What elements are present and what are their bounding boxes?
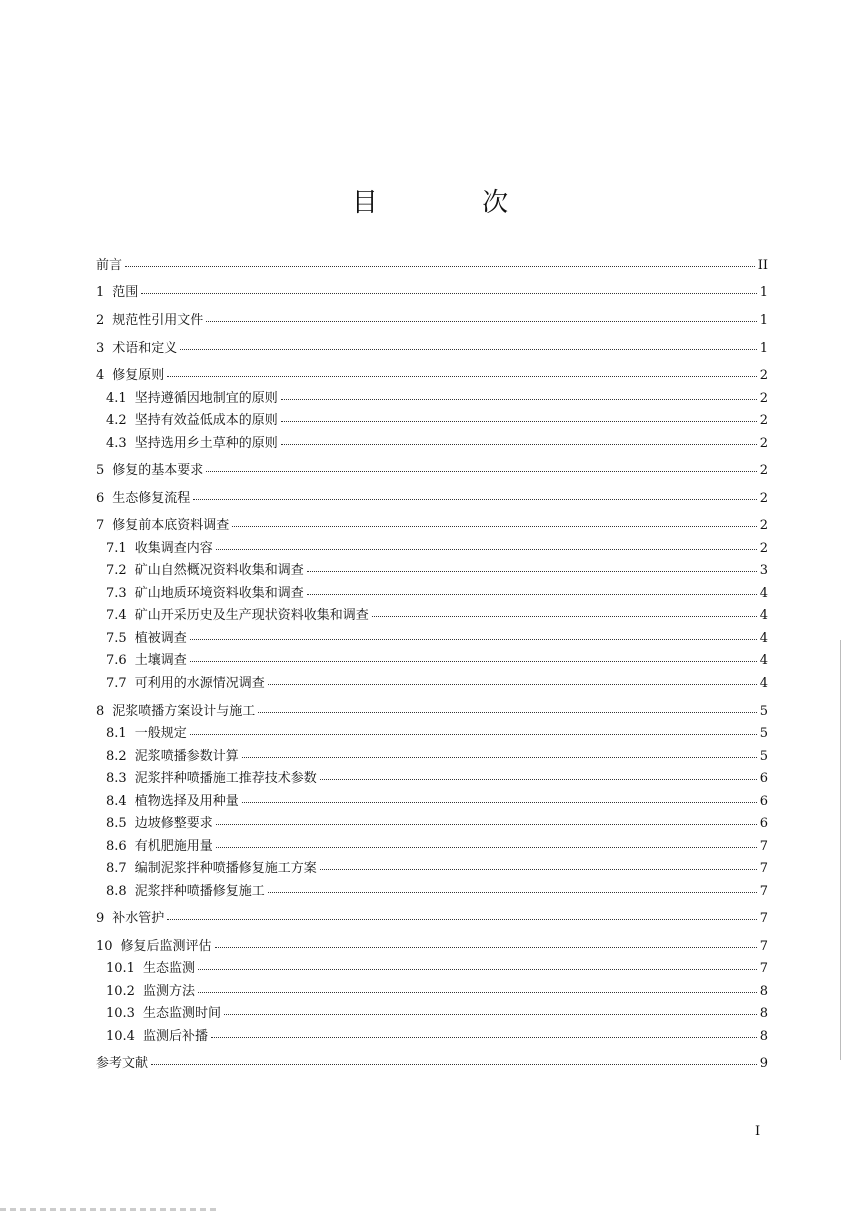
toc-entry-title: 土壤调查 (134, 653, 187, 668)
toc-entry-page: 2 (759, 491, 768, 506)
toc-entry-page: 2 (759, 391, 768, 406)
toc-entry-title: 收集调查内容 (134, 541, 213, 556)
toc-entry-page: 8 (759, 1029, 768, 1044)
toc-entry-page: 1 (759, 285, 768, 300)
toc-entry[interactable] (96, 342, 768, 356)
toc-entry-number: 4.1 (106, 391, 127, 406)
toc-leader-dots (307, 570, 757, 572)
toc-entry-page: 4 (759, 631, 768, 646)
toc-entry-number: 10.1 (106, 961, 135, 976)
toc-entry-title: 坚持遵循因地制宜的原则 (134, 391, 278, 406)
toc-leader-dots (307, 593, 757, 595)
toc-entry-page: 4 (759, 586, 768, 601)
toc-entry-page: 2 (759, 463, 768, 478)
toc-entry-title: 边坡修整要求 (134, 816, 213, 831)
toc-entry[interactable] (96, 519, 768, 533)
toc-leader-dots (141, 292, 756, 294)
toc-entry-page: 2 (759, 518, 768, 533)
toc-entry-page: 7 (759, 939, 768, 954)
toc-leader-dots (211, 1036, 757, 1038)
toc-entry[interactable] (96, 286, 768, 300)
toc-entry-title: 修复的基本要求 (112, 463, 204, 478)
toc-entry-page: 8 (759, 984, 768, 999)
toc-entry-title: 泥浆拌种喷播施工推荐技术参数 (134, 771, 317, 786)
toc-entry-page: 8 (759, 1006, 768, 1021)
toc-entry-title: 泥浆拌种喷播修复施工 (134, 884, 265, 899)
toc-entry[interactable] (96, 414, 768, 428)
toc-entry-page: 7 (759, 911, 768, 926)
toc-title: 目 次 (351, 188, 557, 218)
toc-entry-title: 泥浆喷播参数计算 (134, 749, 239, 764)
toc-entry-title: 前言 (96, 258, 123, 273)
toc-entry-number: 4 (96, 368, 105, 383)
toc-entry-number: 8.3 (106, 771, 127, 786)
toc-leader-dots (193, 498, 756, 500)
page-number: I (755, 1124, 761, 1139)
toc-leader-dots (232, 525, 756, 527)
toc-entry[interactable] (96, 1007, 768, 1021)
toc-entry[interactable] (96, 862, 768, 876)
toc-entry-number: 7.6 (106, 653, 127, 668)
toc-entry-title: 植物选择及用种量 (134, 794, 239, 809)
toc-entry-page: 6 (759, 771, 768, 786)
toc-entry-page: 5 (759, 704, 768, 719)
toc-entry-page: 7 (759, 839, 768, 854)
toc-leader-dots (198, 968, 757, 970)
toc-entry-title: 泥浆喷播方案设计与施工 (112, 704, 256, 719)
toc-entry-title: 生态修复流程 (112, 491, 191, 506)
toc-entry-number: 10 (96, 939, 113, 954)
toc-entry-page: 5 (759, 749, 768, 764)
toc-entry-number: 8 (96, 704, 105, 719)
toc-leader-dots (216, 846, 757, 848)
toc-entry[interactable] (96, 817, 768, 831)
toc-entry-number: 7.1 (106, 541, 127, 556)
toc-leader-dots (281, 398, 757, 400)
toc-leader-dots (268, 891, 757, 893)
toc-entry-number: 7.2 (106, 563, 127, 578)
toc-entry[interactable] (96, 564, 768, 578)
toc-entry-title: 编制泥浆拌种喷播修复施工方案 (134, 861, 317, 876)
toc-leader-dots (281, 443, 757, 445)
toc-entry-number: 3 (96, 341, 105, 356)
toc-entry[interactable] (96, 940, 768, 954)
toc-entry-title: 可利用的水源情况调查 (134, 676, 265, 691)
toc-leader-dots (258, 711, 756, 713)
toc-entry-title: 规范性引用文件 (112, 313, 204, 328)
toc-entry-page: 7 (759, 861, 768, 876)
toc-entry[interactable] (96, 985, 768, 999)
toc-entry-page: 6 (759, 794, 768, 809)
toc-entry-title: 监测后补播 (142, 1029, 208, 1044)
toc-entry-number: 7.4 (106, 608, 127, 623)
toc-entry[interactable] (96, 1030, 768, 1044)
toc-entry[interactable] (96, 632, 768, 646)
toc-leader-dots (151, 1063, 757, 1065)
toc-entry-title: 一般规定 (134, 726, 187, 741)
toc-entry-page: 4 (759, 608, 768, 623)
toc-entry-title: 监测方法 (142, 984, 195, 999)
toc-entry-title: 生态监测 (142, 961, 195, 976)
toc-entry-page: 4 (759, 676, 768, 691)
toc-entry-page: 6 (759, 816, 768, 831)
toc-leader-dots (190, 733, 757, 735)
toc-entry[interactable] (96, 962, 768, 976)
toc-entry-number: 2 (96, 313, 105, 328)
toc-entry-page: 7 (759, 961, 768, 976)
toc-leader-dots (190, 660, 757, 662)
toc-entry[interactable] (96, 750, 768, 764)
toc-entry-title: 术语和定义 (112, 341, 178, 356)
toc-entry[interactable] (96, 314, 768, 328)
toc-entry-page: 2 (759, 413, 768, 428)
toc-entry[interactable] (96, 437, 768, 451)
toc-entry-page: 3 (759, 563, 768, 578)
toc-leader-dots (281, 420, 757, 422)
toc-entry-title: 修复后监测评估 (120, 939, 212, 954)
toc-entry[interactable] (96, 795, 768, 809)
toc-entry-title: 矿山自然概况资料收集和调查 (134, 563, 304, 578)
toc-entry-title: 生态监测时间 (142, 1006, 221, 1021)
toc-entry[interactable] (96, 912, 768, 926)
toc-entry[interactable] (96, 727, 768, 741)
toc-leader-dots (216, 823, 757, 825)
toc-entry[interactable] (96, 677, 768, 691)
toc-entry-number: 8.4 (106, 794, 127, 809)
toc-entry[interactable] (96, 609, 768, 623)
toc-entry-page: 9 (759, 1056, 768, 1071)
toc-entry-page: 1 (759, 313, 768, 328)
toc-entry-page: II (757, 258, 768, 273)
toc-entry-title: 修复前本底资料调查 (112, 518, 230, 533)
scan-edge-line (840, 640, 841, 1060)
toc-entry-number: 7.3 (106, 586, 127, 601)
toc-entry-page: 2 (759, 541, 768, 556)
toc-entry-number: 7.7 (106, 676, 127, 691)
toc-entry-number: 1 (96, 285, 105, 300)
toc-entry-number: 8.5 (106, 816, 127, 831)
toc-entry[interactable] (96, 705, 768, 719)
toc-entry-number: 8.2 (106, 749, 127, 764)
toc-entry-page: 2 (759, 368, 768, 383)
toc-entry-title: 补水管护 (112, 911, 165, 926)
toc-entry[interactable] (96, 542, 768, 556)
toc-entry-page: 4 (759, 653, 768, 668)
toc-leader-dots (190, 638, 757, 640)
toc-entry-title: 坚持有效益低成本的原则 (134, 413, 278, 428)
toc-entry-number: 4.2 (106, 413, 127, 428)
toc-leader-dots (180, 348, 756, 350)
toc-leader-dots (242, 801, 757, 803)
toc-entry-page: 1 (759, 341, 768, 356)
toc-entry-number: 10.2 (106, 984, 135, 999)
toc-entry[interactable] (96, 464, 768, 478)
toc-leader-dots (372, 615, 757, 617)
toc-entry[interactable] (96, 492, 768, 506)
toc-entry-title: 植被调查 (134, 631, 187, 646)
toc-entry-number: 8.1 (106, 726, 127, 741)
toc-entry[interactable] (96, 772, 768, 786)
toc-entry-page: 7 (759, 884, 768, 899)
toc-entry[interactable] (96, 587, 768, 601)
toc-entry-title: 范围 (112, 285, 139, 300)
toc-leader-dots (215, 946, 757, 948)
toc-entry-number: 10.4 (106, 1029, 135, 1044)
toc-entry-number: 8.6 (106, 839, 127, 854)
toc-entry-title: 坚持选用乡土草种的原则 (134, 436, 278, 451)
toc-entry-page: 2 (759, 436, 768, 451)
toc-leader-dots (224, 1013, 757, 1015)
toc-entry-number: 5 (96, 463, 105, 478)
toc-leader-dots (167, 918, 756, 920)
toc-entry[interactable] (96, 392, 768, 406)
toc-leader-dots (125, 265, 755, 267)
toc-entry-number: 8.7 (106, 861, 127, 876)
toc-entry-title: 矿山地质环境资料收集和调查 (134, 586, 304, 601)
toc-entry[interactable] (96, 654, 768, 668)
toc-entry-title: 矿山开采历史及生产现状资料收集和调查 (134, 608, 369, 623)
toc-entry-title: 参考文献 (96, 1056, 149, 1071)
toc-leader-dots (320, 868, 757, 870)
toc-entry-number: 8.8 (106, 884, 127, 899)
toc-entry-title: 有机肥施用量 (134, 839, 213, 854)
toc-entry[interactable] (96, 259, 768, 273)
toc-entry-title: 修复原则 (112, 368, 165, 383)
toc-entry-number: 9 (96, 911, 105, 926)
toc-entry[interactable] (96, 369, 768, 383)
scan-noise (0, 1208, 220, 1211)
toc-leader-dots (198, 991, 757, 993)
toc-leader-dots (216, 548, 757, 550)
toc-entry[interactable] (96, 885, 768, 899)
toc-leader-dots (242, 756, 757, 758)
toc-entry-page: 5 (759, 726, 768, 741)
toc-entry-number: 6 (96, 491, 105, 506)
toc-leader-dots (206, 470, 756, 472)
toc-leader-dots (268, 683, 757, 685)
toc-entry-number: 4.3 (106, 436, 127, 451)
toc-entry-number: 7 (96, 518, 105, 533)
toc-leader-dots (320, 778, 757, 780)
toc-entry-number: 10.3 (106, 1006, 135, 1021)
toc-entry-number: 7.5 (106, 631, 127, 646)
toc-entry[interactable] (96, 1057, 768, 1071)
toc-leader-dots (167, 375, 756, 377)
toc-leader-dots (206, 320, 756, 322)
toc-entry[interactable] (96, 840, 768, 854)
